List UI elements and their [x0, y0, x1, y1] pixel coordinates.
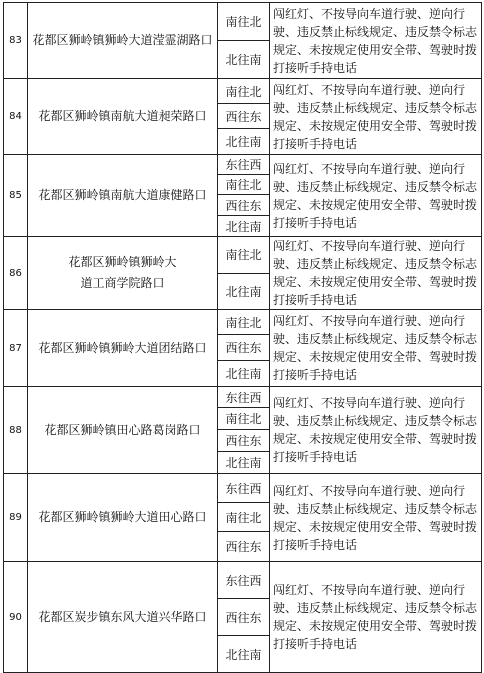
location-cell: 花都区狮岭镇田心路葛岗路口 [28, 387, 218, 474]
violations-cell: 闯红灯、不按导向车道行驶、逆向行驶、违反禁止标线规定、违反禁令标志规定、未按规定使用安全带、驾驶时拨打接听手持电话 [270, 387, 482, 474]
violations-cell: 闯红灯、不按导向车道行驶、逆向行驶、违反禁止标线规定、违反禁令标志规定、未按规定使用安全带、驾驶时拨打接听手持电话 [270, 3, 482, 79]
direction-cell: 北往南 [218, 361, 270, 387]
table-row [4, 155, 482, 175]
direction-cell: 南往北 [218, 408, 270, 430]
row-number: 84 [4, 79, 28, 155]
direction-cell: 东往西 [218, 562, 270, 599]
table-row [4, 474, 482, 503]
violations-cell: 闯红灯、不按导向车道行驶、逆向行驶、违反禁止标线规定、违反禁令标志规定、未按规定使用安全带、驾驶时拨打接听手持电话 [270, 79, 482, 155]
location-cell: 花都区狮岭镇狮岭大道团结路口 [28, 310, 218, 387]
row-number: 85 [4, 155, 28, 237]
location-cell: 花都区狮岭镇狮岭大道滢霊湖路口 [28, 3, 218, 79]
violations-cell: 闯红灯、不按导向车道行驶、逆向行驶、违反禁止标线规定、违反禁令标志规定、未按规定使用安全带、驾驶时拨打接听手持电话 [270, 237, 482, 310]
violations-cell: 闯红灯、不按导向车道行驶、逆向行驶、违反禁止标线规定、违反禁令标志规定、未按规定使用安全带、驾驶时拨打接听手持电话 [270, 474, 482, 562]
direction-cell: 东往西 [218, 155, 270, 175]
location-cell: 花都区狮岭镇南航大道康健路口 [28, 155, 218, 237]
direction-cell: 北往南 [218, 41, 270, 79]
location-cell: 花都区狮岭镇南航大道昶荣路口 [28, 79, 218, 155]
table-row [4, 79, 482, 104]
location-cell: 花都区狮岭镇狮岭大道工商学院路口 [28, 237, 218, 310]
row-number: 83 [4, 3, 28, 79]
direction-cell: 北往南 [218, 636, 270, 673]
direction-cell: 西往东 [218, 195, 270, 216]
direction-cell: 南往北 [218, 175, 270, 195]
row-number: 86 [4, 237, 28, 310]
row-number: 90 [4, 562, 28, 673]
direction-cell: 南往北 [218, 237, 270, 274]
row-number: 88 [4, 387, 28, 474]
direction-cell: 南往北 [218, 310, 270, 335]
table-row [4, 3, 482, 41]
direction-cell: 西往东 [218, 335, 270, 361]
table-row [4, 237, 482, 274]
location-cell: 花都区狮岭镇狮岭大道田心路口 [28, 474, 218, 562]
table-row [4, 387, 482, 408]
direction-cell: 南往北 [218, 79, 270, 104]
direction-cell: 西往东 [218, 430, 270, 452]
direction-cell: 北往南 [218, 452, 270, 474]
direction-cell: 北往南 [218, 129, 270, 155]
direction-cell: 北往南 [218, 216, 270, 237]
row-number: 89 [4, 474, 28, 562]
direction-cell: 东往西 [218, 474, 270, 503]
direction-cell: 北往南 [218, 273, 270, 310]
violations-cell: 闯红灯、不按导向车道行驶、逆向行驶、违反禁止标线规定、违反禁令标志规定、未按规定使用安全带、驾驶时拨打接听手持电话 [270, 155, 482, 237]
table-row [4, 562, 482, 599]
row-number: 87 [4, 310, 28, 387]
violations-cell: 闯红灯、不按导向车道行驶、逆向行驶、违反禁止标线规定、违反禁令标志规定、未按规定使用安全带、驾驶时拨打接听手持电话 [270, 310, 482, 387]
table-body [4, 3, 482, 673]
direction-cell: 南往北 [218, 503, 270, 532]
direction-cell: 西往东 [218, 104, 270, 129]
direction-cell: 西往东 [218, 532, 270, 562]
direction-cell: 南往北 [218, 3, 270, 41]
location-cell: 花都区炭步镇东风大道兴华路口 [28, 562, 218, 673]
enforcement-table [3, 2, 482, 673]
direction-cell: 西往东 [218, 599, 270, 636]
table-row [4, 310, 482, 335]
direction-cell: 东往西 [218, 387, 270, 408]
violations-cell: 闯红灯、不按导向车道行驶、逆向行驶、违反禁止标线规定、违反禁令标志规定、未按规定使用安全带、驾驶时拨打接听手持电话 [270, 562, 482, 673]
